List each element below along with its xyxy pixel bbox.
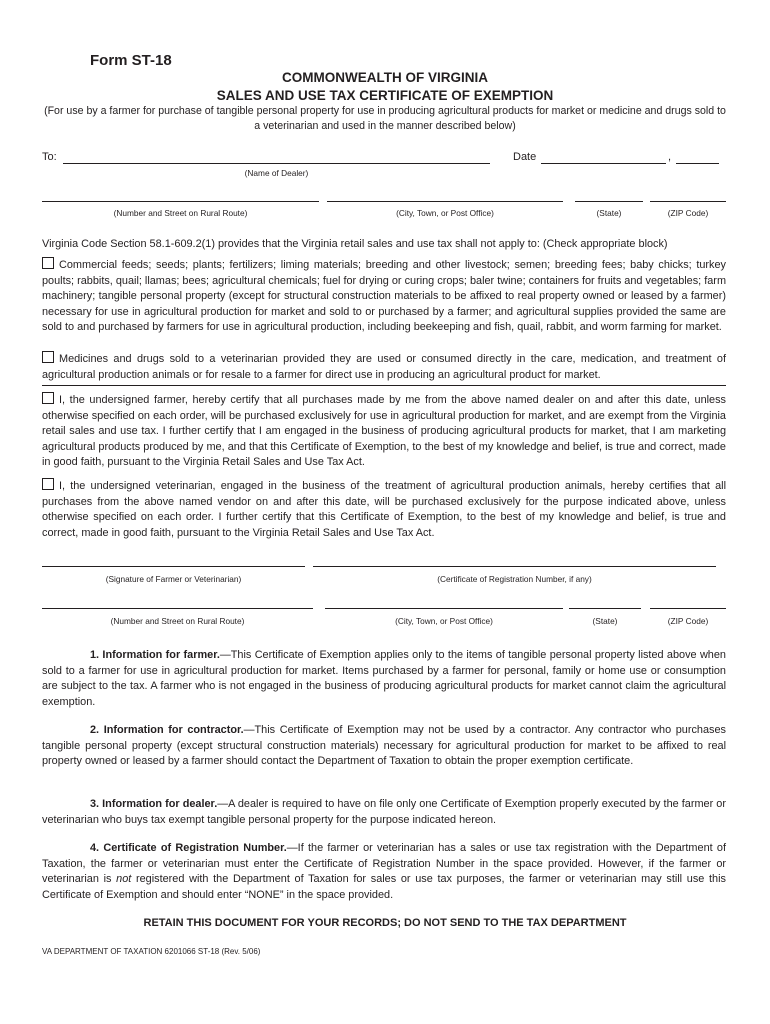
medicines-checkbox[interactable] bbox=[42, 351, 54, 363]
dealer-state-caption: (State) bbox=[596, 208, 622, 218]
year-field[interactable] bbox=[676, 163, 719, 164]
signature-field[interactable] bbox=[42, 566, 305, 567]
to-label: To: bbox=[42, 151, 57, 163]
dealer-zip-field[interactable] bbox=[650, 201, 726, 202]
dealer-street-caption: (Number and Street on Rural Route) bbox=[113, 208, 248, 218]
date-field[interactable] bbox=[541, 163, 666, 164]
commercial-feeds-checkbox[interactable] bbox=[42, 257, 54, 269]
info-contractor-text: —This Certificate of Exemption may not be used by a contractor. Any contractor who purchases tangible personal property (except structural construction materials) necessary for agricultural production for market to be affixed to real property owned or leased by a farmer should contact the Department of Taxation to obtain the proper exemption certificate. bbox=[42, 724, 726, 768]
signer-city-caption: (City, Town, or Post Office) bbox=[395, 616, 493, 626]
info-farmer-heading: 1. Information for farmer. bbox=[90, 649, 220, 661]
date-separator: , bbox=[668, 151, 672, 163]
veterinarian-certification-text: I, the undersigned veterinarian, engaged in the business of the treatment of agricultural production animals, hereby certifies that all purchases from the above named vendor on and after this date, will be purchased exclusively for the purpose indicated above, unless otherwise specified on each order. I further certify that this Certificate of Exemption, to the best of my knowledge and belief, is true and correct, made in good faith, pursuant to the Virginia Retail Sales and Use Tax Act. bbox=[42, 480, 726, 539]
info-dealer-text: —A dealer is required to have on file only one Certificate of Exemption properly executed by the farmer or veterinarian who buys tax exempt tangible personal property for the purpose indicated hereon. bbox=[42, 798, 726, 826]
farmer-certification-text: I, the undersigned farmer, hereby certify that all purchases made by me from the above named dealer on and after this date, unless otherwise specified on each order, will be purchased exclusively for use in agricultural production for market, and are exempt from the Virginia retail sales and use tax. I further certify that I am engaged in the business of producing agricultural products for market, that I am marketing agricultural products produced by me, and that this Certificate of Exemption, to the best of my knowledge and belief, is true and correct, made in good faith, pursuant to the Virginia Retail Sales and Use Tax Act. bbox=[42, 394, 726, 469]
veterinarian-certification bbox=[42, 478, 726, 541]
info-contractor bbox=[42, 723, 726, 770]
department-footer: VA DEPARTMENT OF TAXATION 6201066 ST-18 (Rev. 5/06) bbox=[42, 947, 261, 956]
info-registration bbox=[42, 841, 726, 903]
signer-state-caption: (State) bbox=[592, 616, 618, 626]
info-dealer bbox=[42, 797, 726, 828]
form-title-line2: SALES AND USE TAX CERTIFICATE OF EXEMPTION bbox=[216, 88, 554, 103]
veterinarian-checkbox[interactable] bbox=[42, 478, 54, 490]
dealer-street-field[interactable] bbox=[42, 201, 319, 202]
dealer-state-field[interactable] bbox=[575, 201, 643, 202]
form-subtitle: (For use by a farmer for purchase of tangible personal property for use in producing agricultural products for market or medicine and drugs sold to a veterinarian and used in the manner described below) bbox=[44, 105, 726, 132]
exemption-option-medicines bbox=[42, 351, 726, 383]
retain-notice: RETAIN THIS DOCUMENT FOR YOUR RECORDS; DO NOT SEND TO THE TAX DEPARTMENT bbox=[143, 917, 627, 929]
commercial-feeds-text: Commercial feeds; seeds; plants; fertilizers; liming materials; breeding and other livestock; semen; breeding fees; baby chicks; turkey poults; rabbits, quail; llamas; bees; agricultural chemicals; fuel for drying or curing crops; baler twine; containers for fruits and vegetables; farm machinery; tangible personal property (except for structural construction materials to be affixed to real property owned or leased by a farmer) necessary for use in agricultural production for market and sold to or purchased by a farmer; and agricultural supplies provided the same are sold to and purchased by farmers for use in agricultural production, including beekeeping and fish, quail, rabbit, and worm farming for market. bbox=[42, 259, 727, 334]
signer-state-field[interactable] bbox=[569, 608, 641, 609]
section-divider bbox=[42, 385, 726, 386]
signer-zip-caption: (ZIP Code) bbox=[667, 616, 709, 626]
signature-caption: (Signature of Farmer or Veterinarian) bbox=[105, 574, 242, 584]
medicines-text: Medicines and drugs sold to a veterinarian provided they are used or consumed directly in the care, medication, and treatment of agricultural production animals or for resale to a farmer for direct use in producing an agricultural product for market. bbox=[42, 353, 726, 381]
farmer-certification bbox=[42, 392, 726, 471]
exemption-intro: Virginia Code Section 58.1-609.2(1) provides that the Virginia retail sales and use tax shall not apply to: (Check appropriate block) bbox=[42, 238, 668, 250]
registration-caption: (Certificate of Registration Number, if any) bbox=[437, 574, 592, 584]
info-farmer bbox=[42, 648, 726, 710]
dealer-name-field[interactable] bbox=[63, 163, 490, 164]
signer-city-field[interactable] bbox=[325, 608, 563, 609]
farmer-checkbox[interactable] bbox=[42, 392, 54, 404]
info-registration-text-a: —If the farmer or veterinarian has a sales or use tax registration with the Department of Taxation, the farmer or veterinarian must enter the Certificate of Registration Number in the space provided. However, if the farmer or veterinarian is bbox=[42, 842, 726, 886]
signer-zip-field[interactable] bbox=[650, 608, 726, 609]
registration-number-field[interactable] bbox=[313, 566, 716, 567]
dealer-zip-caption: (ZIP Code) bbox=[667, 208, 709, 218]
info-registration-text-b: registered with the Department of Taxation for sales or use tax purposes, the farmer or veterinarian may still use this Certificate of Exemption and should enter “NONE” in the space provided. bbox=[42, 873, 726, 901]
dealer-city-caption: (City, Town, or Post Office) bbox=[396, 208, 494, 218]
dealer-city-field[interactable] bbox=[327, 201, 563, 202]
info-registration-not: not bbox=[116, 873, 132, 886]
form-number: Form ST-18 bbox=[90, 52, 172, 69]
exemption-option-commercial bbox=[42, 257, 726, 336]
dealer-name-caption: (Name of Dealer) bbox=[244, 168, 309, 178]
form-title-line1: COMMONWEALTH OF VIRGINIA bbox=[282, 70, 488, 85]
info-contractor-heading: 2. Information for contractor. bbox=[90, 724, 244, 736]
signer-street-field[interactable] bbox=[42, 608, 313, 609]
signer-street-caption: (Number and Street on Rural Route) bbox=[110, 616, 245, 626]
info-farmer-text: —This Certificate of Exemption applies only to the items of tangible personal property listed above when sold to a farmer for use in agricultural production for market. Items purchased by a farmer for personal, family or home use or consumption are subject to the tax. A farmer who is not engaged in the business of producing agricultural products for market cannot claim the agricultural exemption. bbox=[42, 649, 726, 708]
info-registration-heading: 4. Certificate of Registration Number. bbox=[90, 842, 287, 854]
date-label: Date bbox=[513, 151, 537, 163]
info-dealer-heading: 3. Information for dealer. bbox=[90, 798, 218, 810]
